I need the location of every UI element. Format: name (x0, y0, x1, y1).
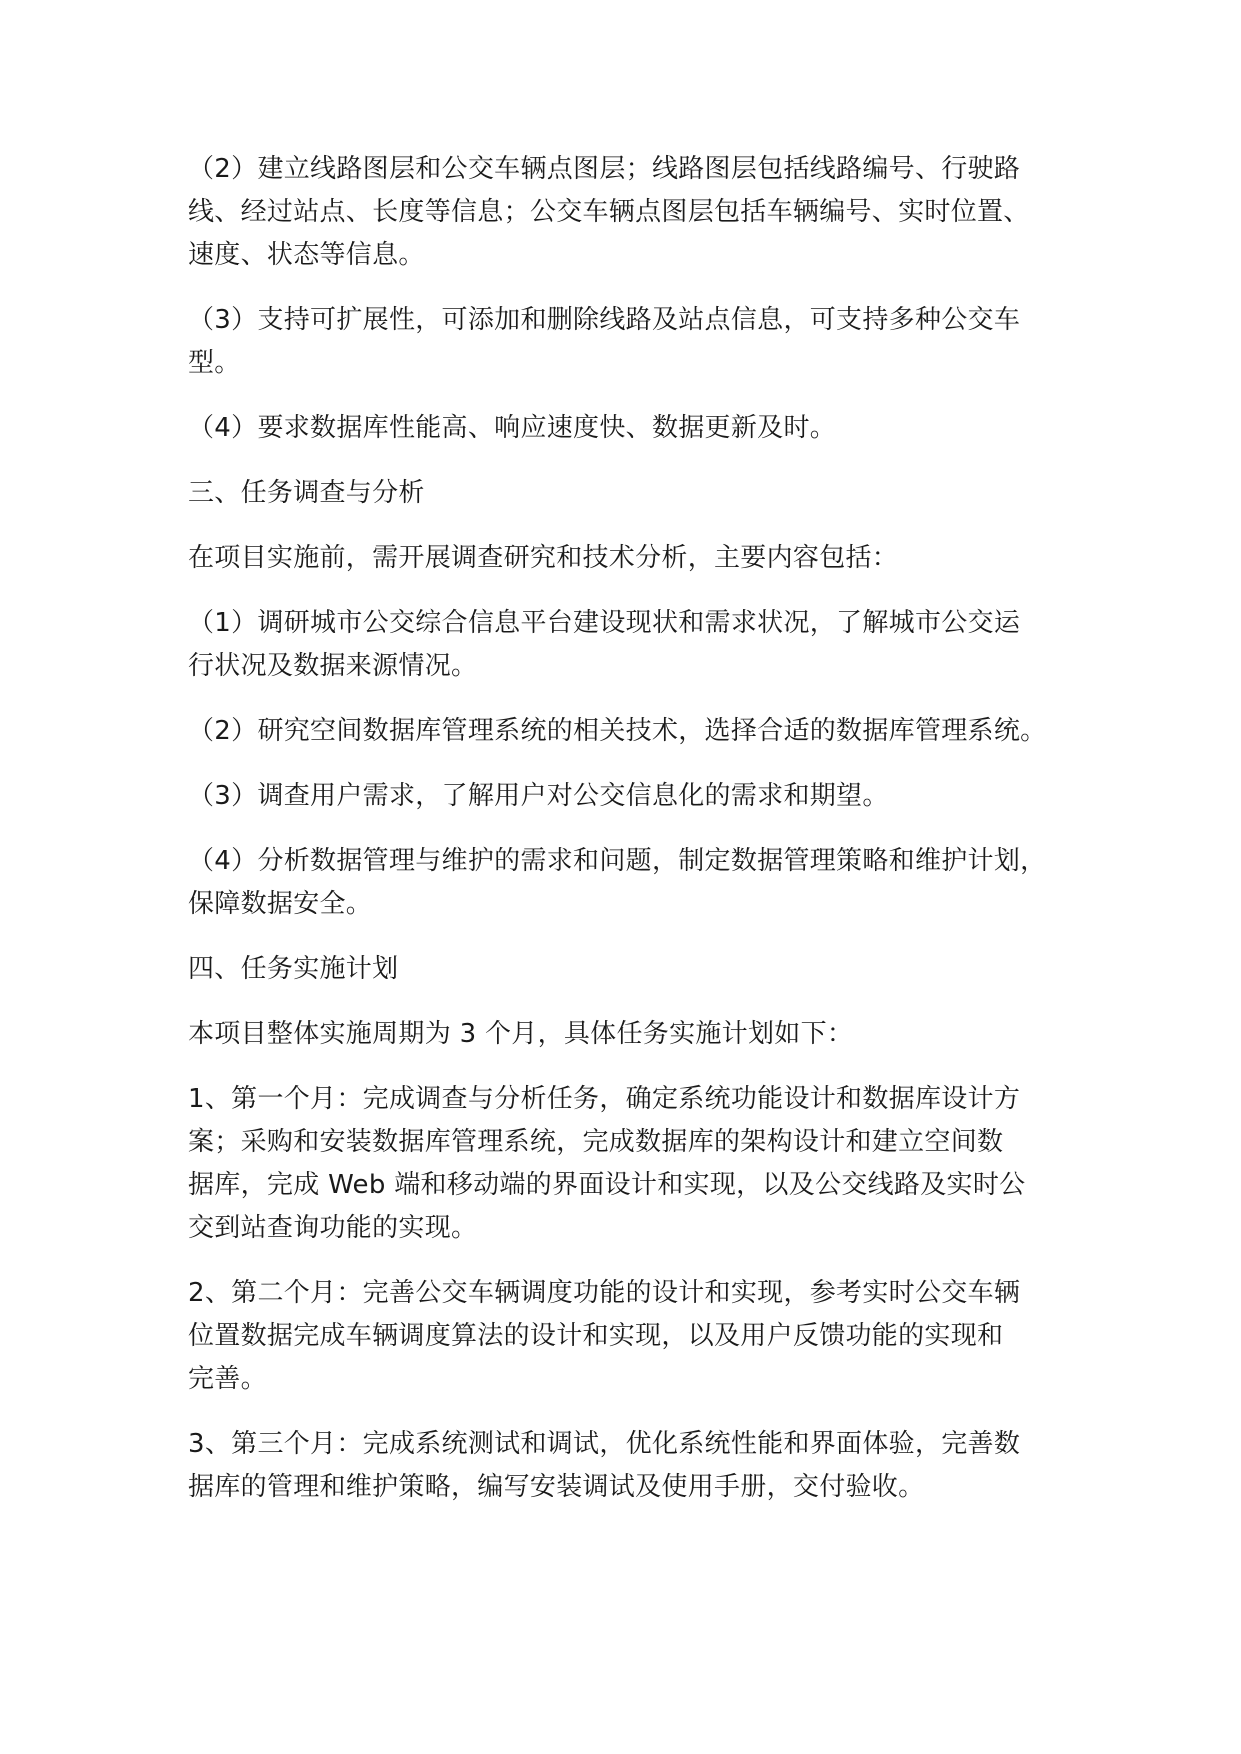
text-line: 行状况及数据来源情况。 (188, 651, 478, 681)
paragraph-performance (188, 407, 1088, 450)
paragraph-plan-intro (188, 1013, 1088, 1056)
paragraph-extensibility (188, 299, 1088, 385)
text-line: 完善。 (188, 1364, 267, 1394)
text-line: 速度、状态等信息。 (188, 240, 425, 270)
text-line: 据库的管理和维护策略，编写安装调试及使用手册，交付验收。 (188, 1472, 925, 1502)
text-line: 线、经过站点、长度等信息；公交车辆点图层包括车辆编号、实时位置、 (188, 197, 1030, 227)
section-heading-plan (188, 948, 1088, 991)
text-line: 案；采购和安装数据库管理系统，完成数据库的架构设计和建立空间数 (188, 1127, 1004, 1157)
paragraph-investigation-intro (188, 537, 1088, 580)
heading-text: 四、任务实施计划 (188, 954, 399, 984)
text-line: （2）研究空间数据库管理系统的相关技术，选择合适的数据库管理系统。 (188, 716, 1047, 746)
text-line: （3）调查用户需求，了解用户对公交信息化的需求和期望。 (188, 781, 889, 811)
paragraph-user-needs (188, 775, 1088, 818)
text-line: （4）分析数据管理与维护的需求和问题，制定数据管理策略和维护计划， (188, 846, 1047, 876)
text-line: 2、第二个月：完善公交车辆调度功能的设计和实现，参考实时公交车辆 (188, 1278, 1021, 1308)
text-line: 保障数据安全。 (188, 889, 373, 919)
text-line: 在项目实施前，需开展调查研究和技术分析，主要内容包括： (188, 543, 899, 573)
paragraph-data-management (188, 840, 1088, 926)
text-line: 交到站查询功能的实现。 (188, 1213, 478, 1243)
text-line: 3、第三个月：完成系统测试和调试，优化系统性能和界面体验，完善数 (188, 1429, 1021, 1459)
paragraph-research-status (188, 602, 1088, 688)
document-page (188, 148, 1088, 1531)
paragraph-month-1 (188, 1078, 1088, 1250)
heading-text: 三、任务调查与分析 (188, 478, 425, 508)
paragraph-month-2 (188, 1272, 1088, 1401)
text-line: （2）建立线路图层和公交车辆点图层；线路图层包括线路编号、行驶路 (188, 154, 1021, 184)
text-line: （3）支持可扩展性，可添加和删除线路及站点信息，可支持多种公交车 (188, 305, 1021, 335)
text-line: 据库，完成 Web 端和移动端的界面设计和实现，以及公交线路及实时公 (188, 1170, 1026, 1200)
text-line: （1）调研城市公交综合信息平台建设现状和需求状况，了解城市公交运 (188, 608, 1021, 638)
paragraph-spatial-db (188, 710, 1088, 753)
text-line: 本项目整体实施周期为 3 个月，具体任务实施计划如下： (188, 1019, 854, 1049)
text-line: （4）要求数据库性能高、响应速度快、数据更新及时。 (188, 413, 837, 443)
paragraph-month-3 (188, 1423, 1088, 1509)
text-line: 1、第一个月：完成调查与分析任务，确定系统功能设计和数据库设计方 (188, 1084, 1021, 1114)
paragraph-bus-layers (188, 148, 1088, 277)
section-heading-investigation (188, 472, 1088, 515)
text-line: 型。 (188, 348, 241, 378)
text-line: 位置数据完成车辆调度算法的设计和实现，以及用户反馈功能的实现和 (188, 1321, 1004, 1351)
